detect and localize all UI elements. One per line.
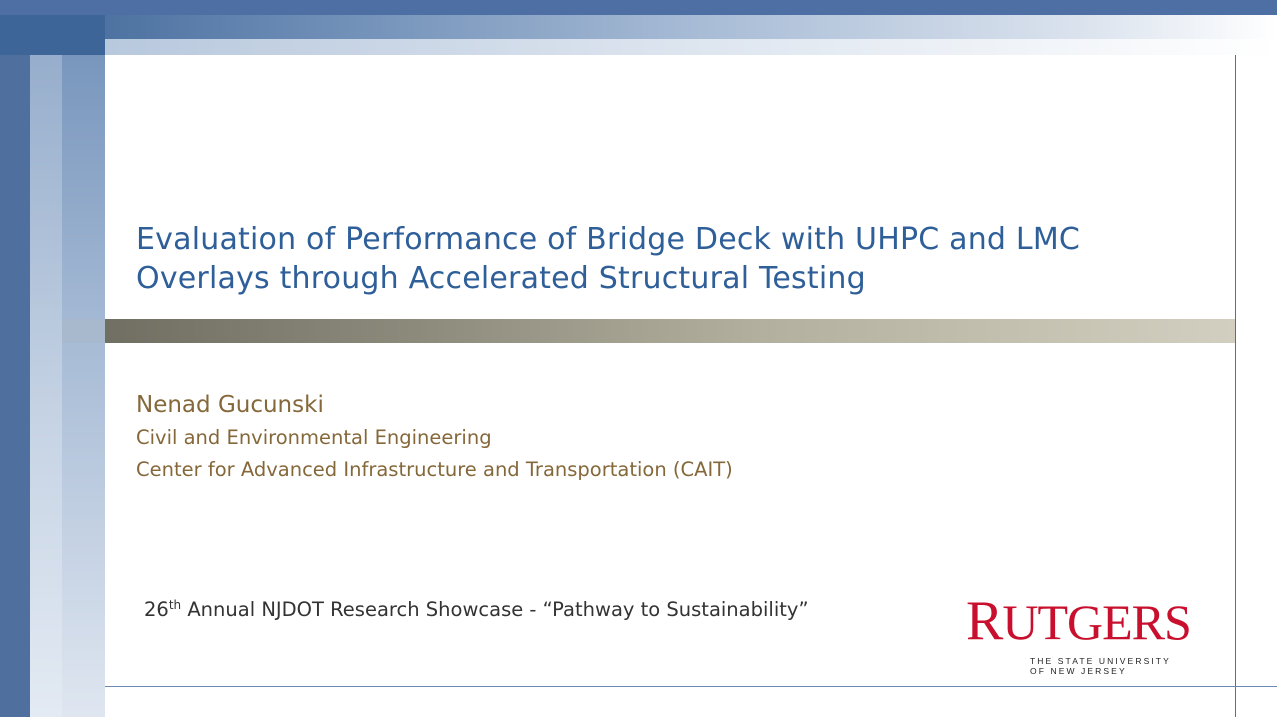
divider-left-block	[62, 319, 105, 343]
logo-subline-2: OF NEW JERSEY	[1030, 666, 1127, 676]
slide-title	[136, 220, 1226, 298]
top-decor-band	[0, 0, 1277, 15]
top-gradient-band	[0, 15, 1277, 39]
affiliation-center: Center for Advanced Infrastructure and Transportation (CAIT)	[136, 458, 733, 481]
event-ordinal-suffix: th	[168, 598, 182, 612]
affiliation-department: Civil and Environmental Engineering	[136, 426, 492, 449]
event-name: Annual NJDOT Research Showcase - “Pathway to Sustainability”	[181, 598, 809, 621]
title-divider-bar	[62, 319, 1235, 343]
right-vertical-rule	[1235, 55, 1236, 717]
rutgers-logo	[966, 590, 1191, 678]
bottom-horizontal-rule	[105, 686, 1277, 687]
title-line-1: Evaluation of Performance of Bridge Deck with UHPC and LMC	[136, 222, 1081, 257]
logo-wordmark-initial: R	[966, 590, 1003, 652]
event-number: 26	[144, 598, 169, 621]
corner-decor-block	[0, 15, 105, 55]
left-decor-strip	[0, 0, 30, 717]
event-caption	[144, 597, 809, 623]
logo-wordmark	[966, 590, 1191, 652]
left-decor-strip-light	[30, 0, 62, 717]
logo-subline-1: THE STATE UNIVERSITY	[1030, 656, 1171, 666]
logo-wordmark-rest: UTGERS	[1002, 594, 1191, 650]
author-name: Nenad Gucunski	[136, 392, 324, 418]
title-line-2: Overlays through Accelerated Structural Testing	[136, 261, 866, 296]
left-decor-strip-mid	[62, 0, 105, 717]
top-light-band	[105, 39, 1277, 55]
